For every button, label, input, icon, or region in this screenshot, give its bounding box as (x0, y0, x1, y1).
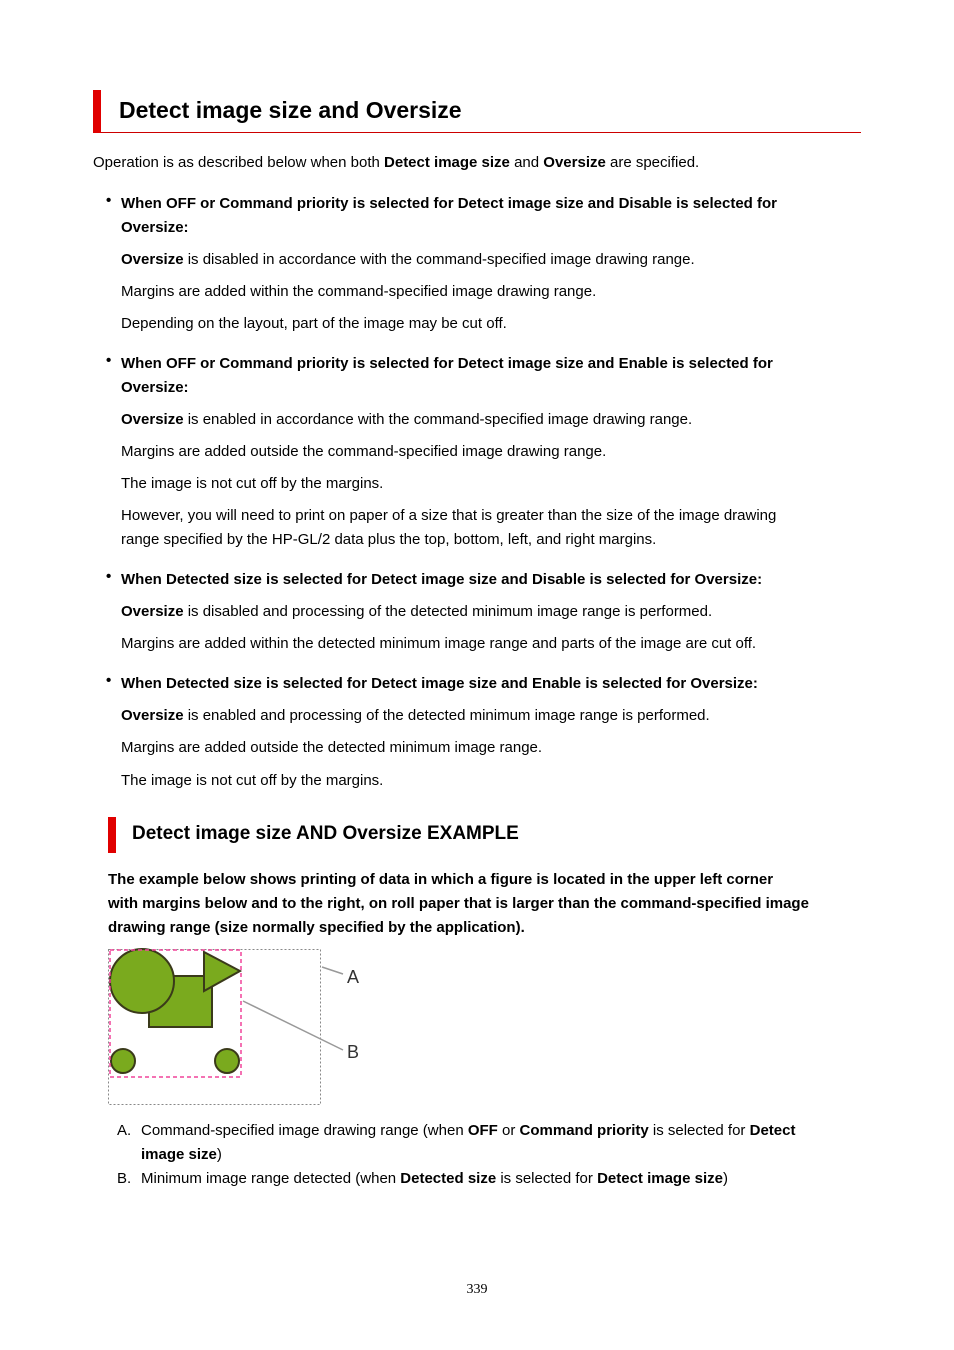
bullet-heading: When Detected size is selected for Detect image size and Disable is selected for Oversize: (121, 571, 763, 588)
legend-marker: A. (117, 1122, 132, 1139)
bullet-paragraph: Margins are added within the command-specified image drawing range. (121, 283, 597, 300)
bold-term: Oversize (121, 251, 184, 268)
intro-paragraph (93, 151, 699, 175)
legend-text: ) (216, 1146, 222, 1163)
intro-text: are specified. (605, 154, 700, 171)
heading-accent-bar (93, 90, 101, 133)
legend-text: is selected for (648, 1122, 750, 1139)
leader-line-a (322, 967, 343, 974)
example-figure (107, 946, 367, 1108)
bullet-paragraph: Margins are added within the detected minimum image range and parts of the image are cut off. (121, 635, 757, 652)
legend-item (141, 1119, 861, 1167)
small-circle-left (111, 1049, 135, 1073)
bold-term: Detect (749, 1122, 796, 1139)
bold-term: OFF (467, 1122, 498, 1139)
page-number: 339 (466, 1282, 488, 1297)
bullet-marker: • (106, 568, 112, 585)
figure-label-b: B (347, 1042, 360, 1062)
bullet-heading: Oversize: (121, 379, 189, 396)
large-circle-shape (110, 949, 174, 1013)
small-circle-right (215, 1049, 239, 1073)
bullet-marker: • (106, 672, 112, 689)
paragraph-text: is enabled in accordance with the command-specified image drawing range. (183, 411, 693, 428)
bullet-paragraph (121, 408, 692, 432)
bullet-paragraph: Margins are added outside the detected minimum image range. (121, 739, 543, 756)
legend-text: Minimum image range detected (when (141, 1170, 401, 1187)
lead-line: with margins below and to the right, on roll paper that is larger than the command-specified image (108, 895, 809, 912)
lead-line: The example below shows printing of data in which a figure is located in the upper left corner (108, 871, 774, 888)
legend-item (141, 1167, 861, 1191)
bullet-marker: • (106, 192, 112, 209)
bullet-paragraph: The image is not cut off by the margins. (121, 772, 384, 789)
section-heading (93, 90, 861, 133)
legend-text: Command-specified image drawing range (when (141, 1122, 468, 1139)
bullet-paragraph: Margins are added outside the command-specified image drawing range. (121, 443, 607, 460)
bullet-marker: • (106, 352, 112, 369)
bullet-paragraph (121, 600, 712, 624)
example-title: Detect image size AND Oversize EXAMPLE (132, 823, 519, 844)
bullet-heading: When OFF or Command priority is selected for Detect image size and Enable is selected for (121, 355, 773, 372)
intro-bold-term: Oversize (543, 154, 606, 171)
section-title: Detect image size and Oversize (119, 97, 462, 123)
paragraph-text: is disabled in accordance with the command-specified image drawing range. (183, 251, 695, 268)
bold-term: Command priority (519, 1122, 649, 1139)
intro-text: Operation is as described below when both (93, 154, 385, 171)
legend-text: is selected for (496, 1170, 598, 1187)
bullet-paragraph (121, 248, 695, 272)
bullet-heading: When Detected size is selected for Detect image size and Enable is selected for Oversize: (121, 675, 758, 692)
bold-term: Detect image size (597, 1170, 723, 1187)
example-lead (108, 868, 868, 940)
bullet-paragraph: range specified by the HP-GL/2 data plus the top, bottom, left, and right margins. (121, 531, 657, 548)
intro-bold-term: Detect image size (384, 154, 510, 171)
bullet-paragraph: However, you will need to print on paper of a size that is greater than the size of the image drawing (121, 507, 777, 524)
legend-marker: B. (117, 1170, 132, 1187)
legend-text: or (497, 1122, 520, 1139)
bullet-paragraph: Depending on the layout, part of the image may be cut off. (121, 315, 507, 332)
bullet-paragraph: The image is not cut off by the margins. (121, 475, 384, 492)
bullet-heading: When OFF or Command priority is selected for Detect image size and Disable is selected for (121, 195, 778, 212)
lead-line: drawing range (size normally specified by the application). (108, 919, 525, 936)
legend-text: ) (722, 1170, 728, 1187)
bold-term: Oversize (121, 707, 184, 724)
intro-text: and (509, 154, 544, 171)
bold-term: Oversize (121, 603, 184, 620)
paragraph-text: is enabled and processing of the detected minimum image range is performed. (183, 707, 710, 724)
triangle-shape (204, 952, 240, 991)
heading-accent-bar (108, 817, 116, 853)
bullet-paragraph (121, 704, 710, 728)
bullet-heading: Oversize: (121, 219, 189, 236)
bold-term: Oversize (121, 411, 184, 428)
bold-term: Detected size (400, 1170, 497, 1187)
paragraph-text: is disabled and processing of the detected minimum image range is performed. (183, 603, 713, 620)
bold-term: image size (141, 1146, 217, 1163)
figure-label-a: A (347, 967, 360, 987)
